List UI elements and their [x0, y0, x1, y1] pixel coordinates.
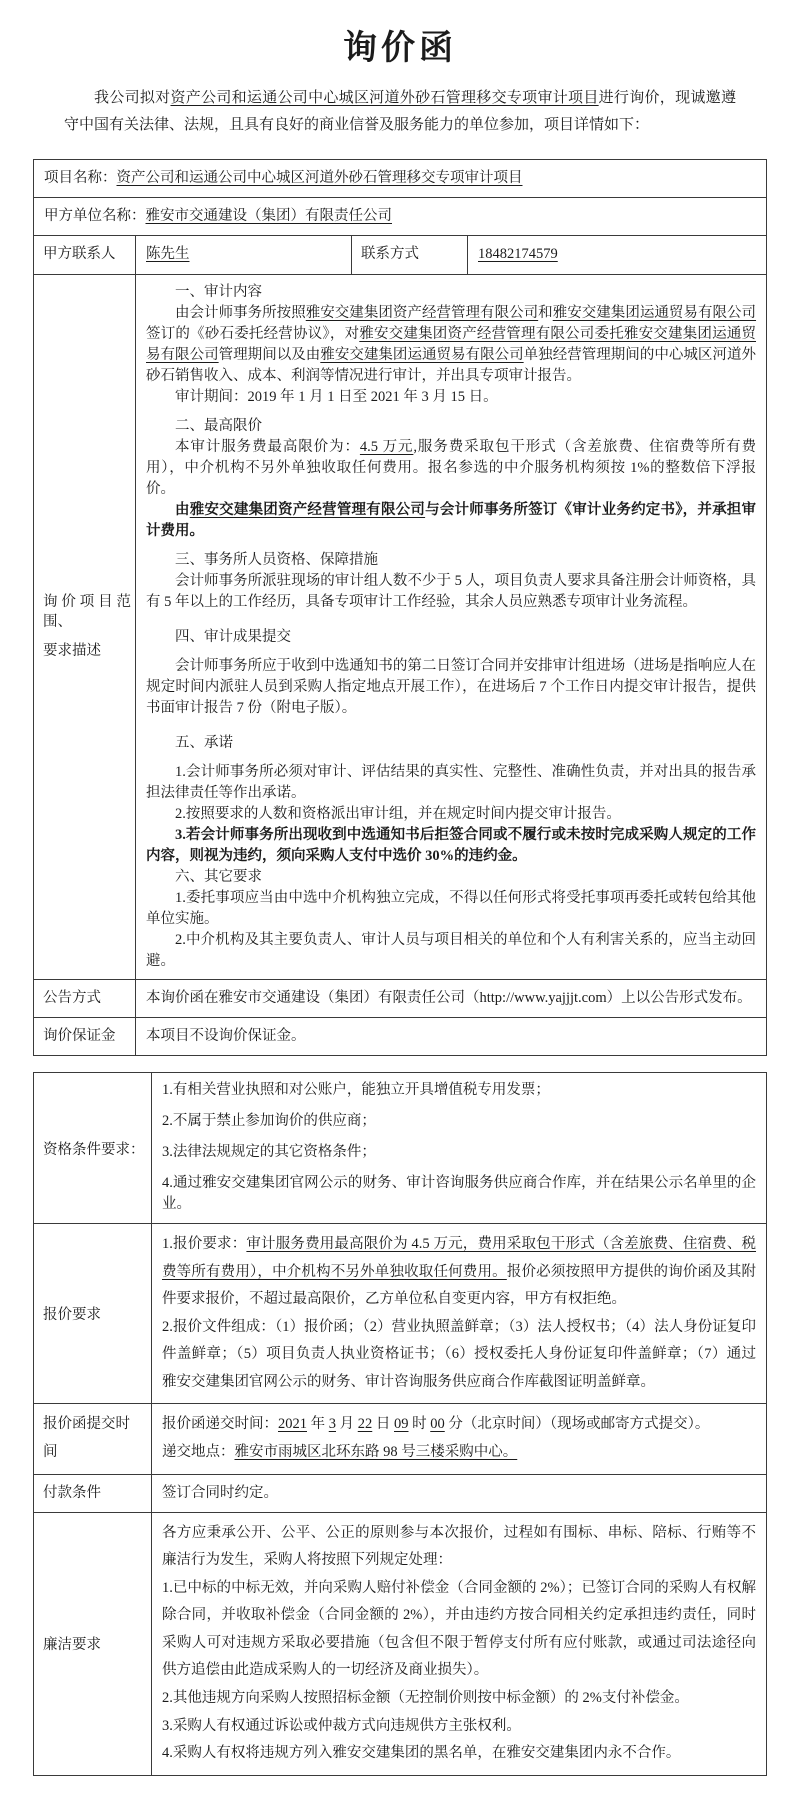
- submission-time-content: 报价函递交时间：2021 年 3 月 22 日 09 时 00 分（北京时间）（现场或邮寄方式提交）。 递交地点：雅安市雨城区北环东路 98 号三楼采购中心。: [152, 1404, 767, 1474]
- phone-value: 18482174579: [468, 236, 767, 274]
- scope-row: [34, 274, 767, 979]
- scope-content-cell: 一、审计内容 由会计师事务所按照雅安交建集团资产经营管理有限公司和雅安交建集团运通贸易有限公司签订的《砂石委托经营协议》，对雅安交建集团资产经营管理有限公司委托雅安交建集团运通贸易有限公司管理期间以及由雅安交建集团运通贸易有限公司单独经营管理期间的中心城区河道外砂石销售收入、成本、利润等情况进行审计，并出具专项审计报告。 审计期间：2019 年 1 月 1 日至 2021 年 3 月 15 日。 二、最高限价 本审计服务费最高限价为：4.5 万元,服务费采取包干形式（含差旅费、住宿费等所有费用），中介机构不另外单独收取任何费用。报名参选的中介服务机构须按 1%的整数倍下浮报价。 由雅安交建集团资产经营管理有限公司与会计师事务所签订《审计业务约定书》，并承担审计费用。 三、事务所人员资格、保障措施 会计师事务所派驻现场的审计组人数不少于 5 人，项目负责人要求具备注册会计师资格，具有 5 年以上的工作经历，具备专项审计工作经验，其余人员应熟悉专项审计业务流程。 四、审计成果提交 会计师事务所应于收到中选通知书的第二日签订合同并安排审计组进场（进场是指响应人在规定时间内派驻人员到采购人指定地点开展工作），在进场后 7 个工作日内提交审计报告，提供书面审计报告 7 份（附电子版）。 五、承诺 1.会计师事务所必须对审计、评估结果的真实性、完整性、准确性负责，并对出具的报告承担法律责任等作出承诺。 2.按照要求的人数和资格派出审计组，并在规定时间内提交审计报告。 3.若会计师事务所出现收到中选通知书后拒签合同或不履行或未按时完成采购人规定的工作内容，则视为违约，须向采购人支付中选价 30%的违约金。 六、其它要求 1.委托事项应当由中选中介机构独立完成，不得以任何形式将受托事项再委托或转包给其他单位实施。 2.中介机构及其主要负责人、审计人员与项目相关的单位和个人有利害关系的，应当主动回避。: [136, 274, 767, 979]
- page-title: 询价函: [343, 30, 457, 67]
- deposit-value: 本项目不设询价保证金。: [136, 1018, 767, 1056]
- payment-terms-label: 付款条件: [34, 1474, 152, 1512]
- party-a-row: [34, 198, 767, 236]
- announcement-value: 本询价函在雅安市交通建设（集团）有限责任公司（http://www.yajjjt.com）上以公告形式发布。: [136, 980, 767, 1018]
- contact-value: 陈先生: [136, 236, 352, 274]
- qualification-row: [34, 1073, 767, 1224]
- qualification-label: 资格条件要求：: [34, 1073, 152, 1224]
- integrity-label: 廉洁要求: [34, 1512, 152, 1775]
- party-a-cell: 甲方单位名称：雅安市交通建设（集团）有限责任公司: [34, 198, 767, 236]
- announcement-label: 公告方式: [34, 980, 136, 1018]
- payment-terms-row: [34, 1474, 767, 1512]
- project-name-row: [34, 160, 767, 198]
- requirements-table: [33, 1072, 767, 1775]
- integrity-content: 各方应秉承公开、公平、公正的原则参与本次报价，过程如有围标、串标、陪标、行贿等不廉洁行为发生，采购人将按照下列规定处理： 1.已中标的中标无效，并向采购人赔付补偿金（合同金额的 2%）；已签订合同的采购人有权解除合同，并收取补偿金（合同金额的 2%），并由违约方按合同相关约定承担违约责任，同时采购人可对违规方采取必要措施（包含但不限于暂停支付所有应付账款，或通过司法途径向供方追偿由此造成采购人的一切经济及商业损失）。 2.其他违规方向采购人按照招标金额（无控制价则按中标金额）的 2%支付补偿金。 3.采购人有权通过诉讼或仲裁方式向违规供方主张权利。 4.采购人有权将违规方列入雅安交建集团的黑名单，在雅安交建集团内永不合作。: [152, 1512, 767, 1775]
- phone-label: 联系方式: [352, 236, 468, 274]
- integrity-row: [34, 1512, 767, 1775]
- contact-label: 甲方联系人: [34, 236, 136, 274]
- payment-terms-content: 签订合同时约定。: [152, 1474, 767, 1512]
- intro-paragraph: 我公司拟对资产公司和运通公司中心城区河道外砂石管理移交专项审计项目进行询价，现诚邀遵守中国有关法律、法规，且具有良好的商业信誉及服务能力的单位参加，项目详情如下：: [64, 90, 736, 133]
- announcement-row: [34, 980, 767, 1018]
- quotation-requirements-label: 报价要求: [34, 1224, 152, 1404]
- scope-label: 询价项目范围、 要求描述: [34, 274, 136, 979]
- quotation-requirements-content: 1.报价要求：审计服务费用最高限价为 4.5 万元，费用采取包干形式（含差旅费、住宿费、税费等所有费用），中介机构不另外单独收取任何费用。报价必须按照甲方提供的询价函及其附件要求报价，不超过最高限价，乙方单位私自变更内容，甲方有权拒绝。 2.报价文件组成：（1）报价函；（2）营业执照盖鲜章；（3）法人授权书；（4）法人身份证复印件盖鲜章；（5）项目负责人执业资格证书；（6）授权委托人身份证复印件盖鲜章；（7）通过雅安交建集团官网公示的财务、审计咨询服务供应商合作库截图证明盖鲜章。: [152, 1224, 767, 1404]
- project-info-table: [33, 159, 767, 1056]
- submission-time-label: 报价函提交时 间: [34, 1404, 152, 1474]
- deposit-label: 询价保证金: [34, 1018, 136, 1056]
- deposit-row: [34, 1018, 767, 1056]
- qualification-content: 1.有相关营业执照和对公账户，能独立开具增值税专用发票； 2.不属于禁止参加询价的供应商； 3.法律法规规定的其它资格条件； 4.通过雅安交建集团官网公示的财务、审计咨询服务供应商合作库，并在结果公示名单里的企业。: [152, 1073, 767, 1224]
- quotation-requirements-row: [34, 1224, 767, 1404]
- contact-row: [34, 236, 767, 274]
- submission-time-row: [34, 1404, 767, 1474]
- project-name-cell: 项目名称：资产公司和运通公司中心城区河道外砂石管理移交专项审计项目: [34, 160, 767, 198]
